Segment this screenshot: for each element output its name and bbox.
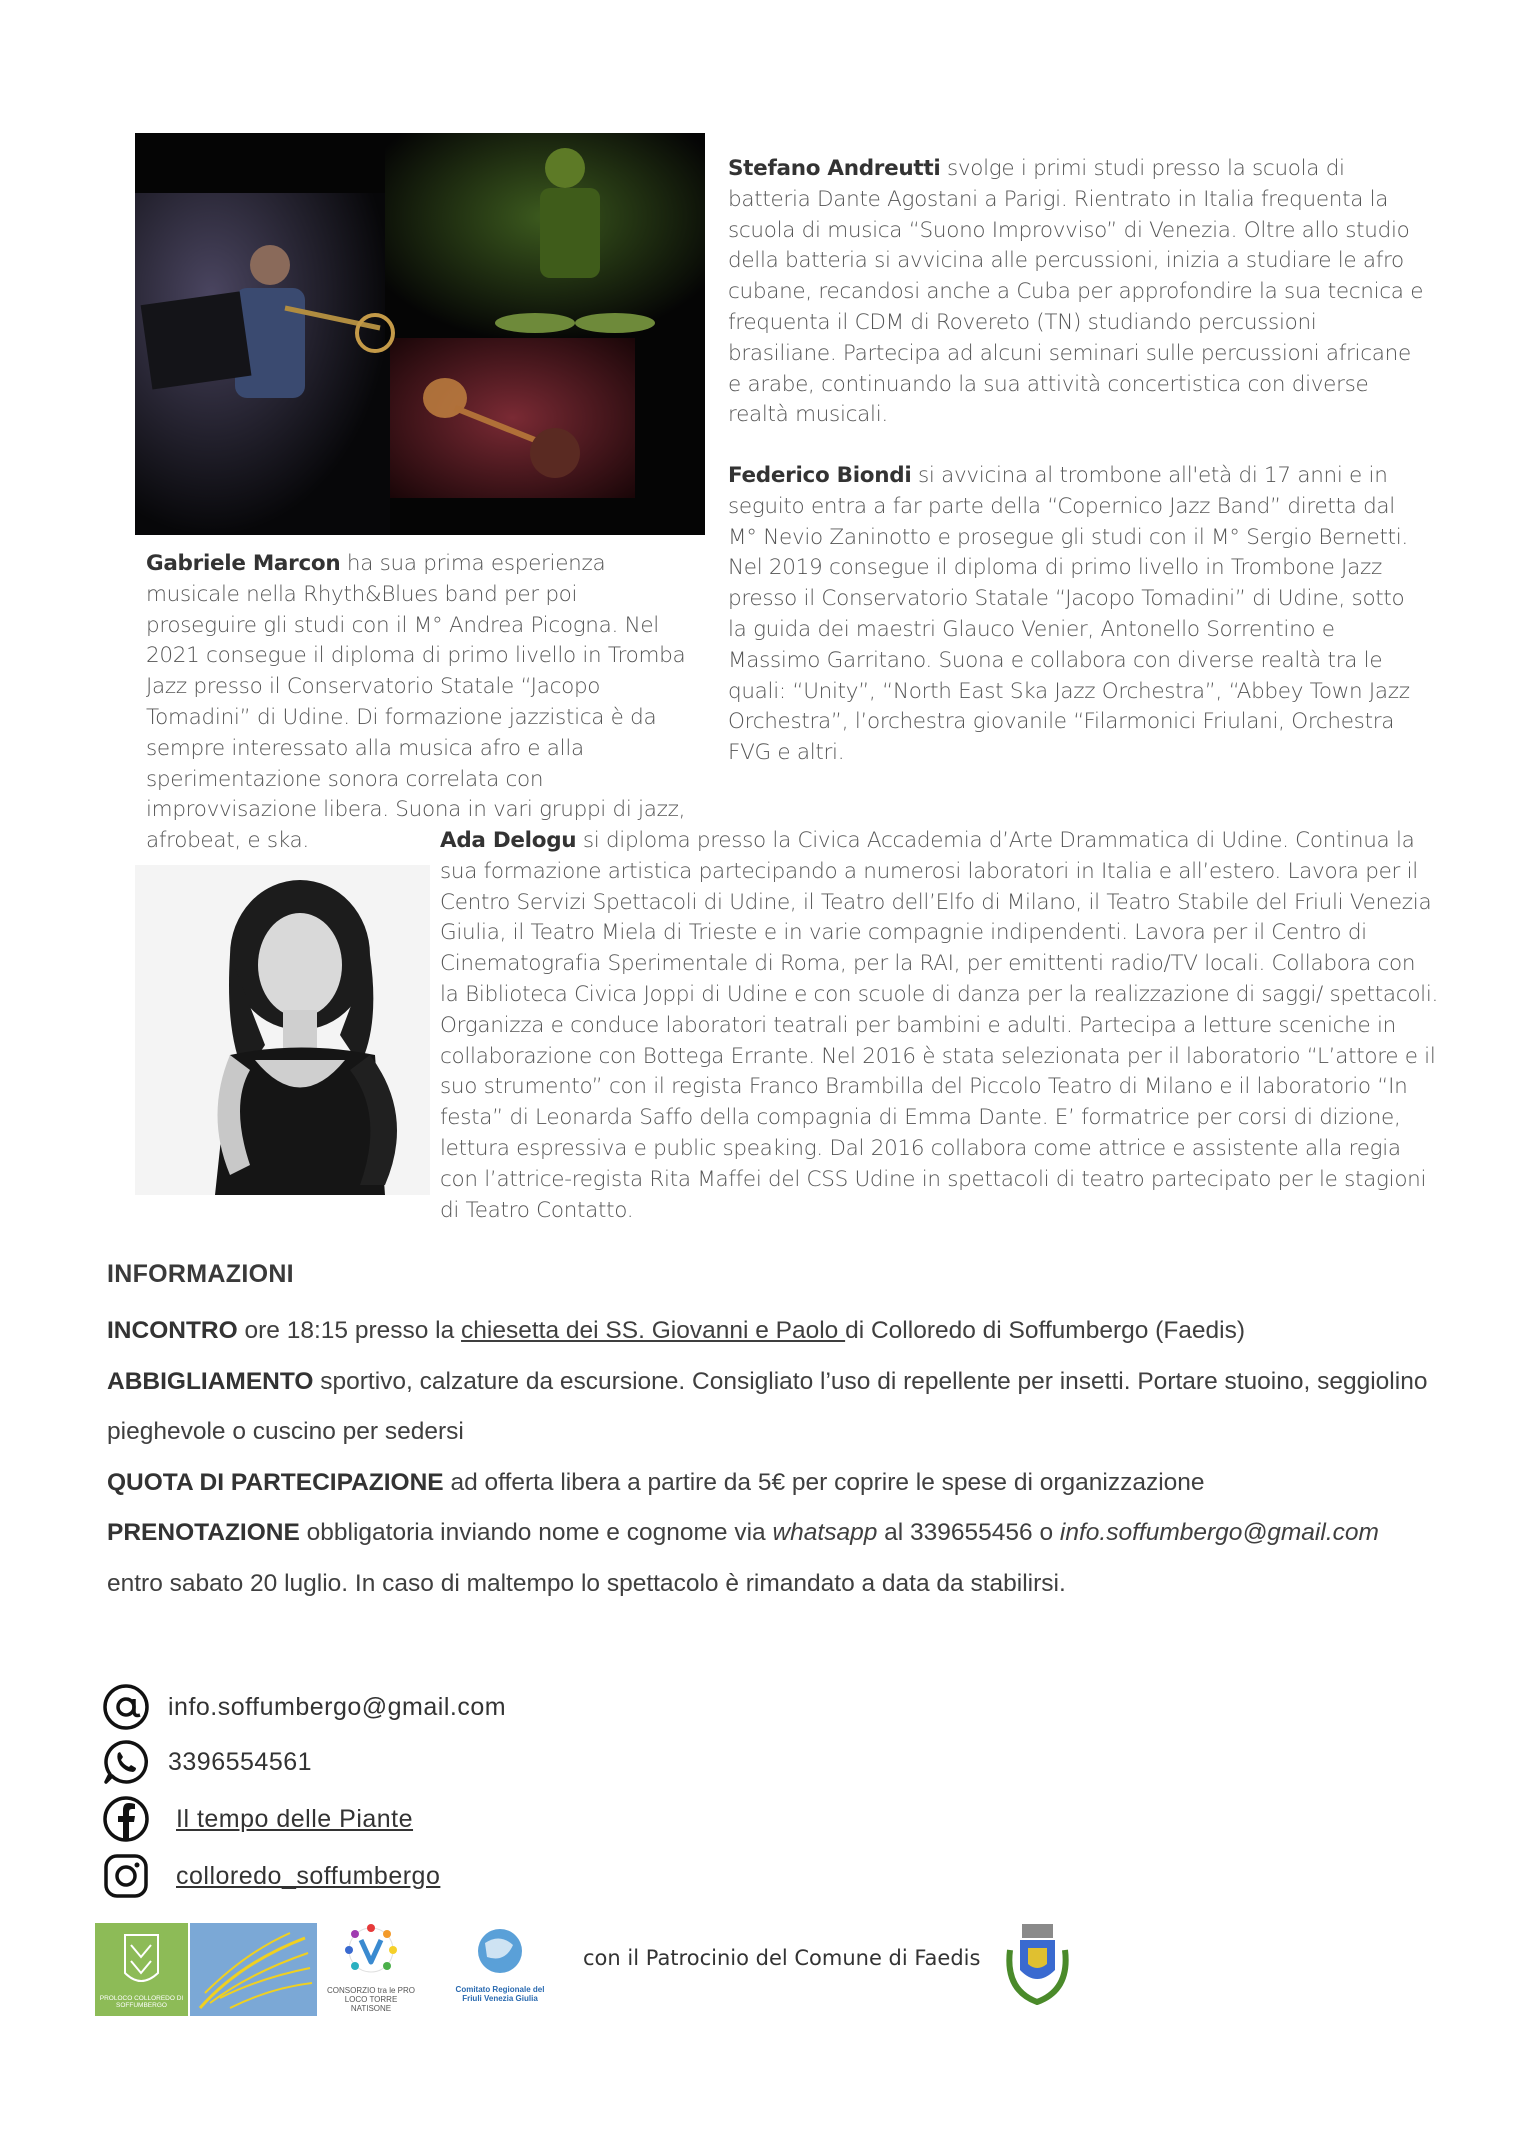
info-block xyxy=(107,1306,1437,1609)
consorzio-logo-icon xyxy=(325,1920,417,1984)
band-photo-image xyxy=(135,133,705,535)
whatsapp-icon xyxy=(102,1738,150,1786)
contact-instagram[interactable] xyxy=(102,1852,440,1900)
at-icon xyxy=(102,1683,150,1731)
bio-name: Gabriele Marcon xyxy=(146,551,341,576)
bio-federico xyxy=(728,461,1428,769)
patronage-text: con il Patrocinio del Comune di Faedis xyxy=(583,1946,981,1970)
feather-icon xyxy=(190,1923,317,2016)
bio-text: svolge i primi studi presso la scuola di batteria Dante Agostani a Parigi. Rientrato in Italia frequenta la scuola di musica “Suono Improvviso” di Venezia. Oltre allo studio della batteria si avvicina alle percussioni, inizia a studiare le afro cubane, recandosi anche a Cuba per approfondire la sua tecnica e frequenta il CDM di Rovereto (TN) studiando percussioni brasiliane. Partecipa ad alcuni seminari sulle percussioni africane e arabe, continuando la sua attività concertistica con diverse realtà musicali. xyxy=(728,156,1424,428)
contact-phone[interactable] xyxy=(102,1738,312,1786)
info-quota: QUOTA DI PARTECIPAZIONE ad offerta libera a partire da 5€ per coprire le spese di organizzazione xyxy=(107,1468,1205,1496)
logo-consorzio-proloco xyxy=(325,1920,417,2020)
bio-ada xyxy=(440,826,1440,1226)
bio-gabriele xyxy=(146,549,686,857)
info-incontro: INCONTRO ore 18:15 presso la chiesetta dei SS. Giovanni e Paolo di Colloredo di Soffumbergo (Faedis) xyxy=(107,1317,1246,1344)
contact-email-text[interactable]: info.soffumbergo@gmail.com xyxy=(168,1692,507,1721)
contact-email[interactable] xyxy=(102,1683,506,1731)
logo-proloco-text: PROLOCO COLLOREDO DI SOFFUMBERGO xyxy=(99,1995,184,2009)
band-photo-collage xyxy=(135,133,705,535)
coat-of-arms-icon xyxy=(1000,1920,1075,2005)
contact-phone-text[interactable]: 3396554561 xyxy=(168,1747,313,1776)
logo-comitato-regionale xyxy=(455,1923,545,2023)
whatsapp-word: whatsapp xyxy=(772,1519,878,1546)
logo-consorzio-text: CONSORZIO tra le PRO LOCO TORRE NATISONE xyxy=(326,1986,415,2013)
bio-text: ha sua prima esperienza musicale nella Rhyth&Blues band per poi proseguire gli studi con il M° Andrea Picogna. Nel 2021 consegue il diploma di primo livello in Tromba Jazz presso il Conservatorio Statale “Jacopo Tomadini” di Udine. Di formazione jazzistica è da sempre interessato alla musica afro e alla sperimentazione sonora correlata con improvvisazione libera. Suona in vari gruppi di jazz, afrobeat, e ska. xyxy=(146,551,686,854)
contact-facebook-text[interactable]: Il tempo delle Piante xyxy=(176,1804,414,1833)
ada-portrait-image xyxy=(135,865,430,1195)
bio-name: Stefano Andreutti xyxy=(728,156,941,181)
info-label: QUOTA DI PARTECIPAZIONE xyxy=(107,1468,444,1496)
contact-facebook[interactable] xyxy=(102,1795,413,1843)
bio-name: Federico Biondi xyxy=(728,463,912,488)
bio-name: Ada Delogu xyxy=(440,828,577,853)
info-prenotazione: PRENOTAZIONE obbligatoria inviando nome e cognome via whatsapp al 339655456 o info.soffumbergo@gmail.com entro sabato 20 luglio. In caso di maltempo lo spettacolo è rimandato a data da stabilirsi. xyxy=(107,1519,1379,1597)
info-label: INCONTRO xyxy=(107,1317,238,1344)
comitato-logo-icon xyxy=(455,1923,545,1983)
location-link[interactable]: chiesetta dei SS. Giovanni e Paolo xyxy=(461,1317,846,1344)
instagram-icon xyxy=(102,1852,150,1900)
logo-feather xyxy=(190,1923,317,2016)
info-section-title: INFORMAZIONI xyxy=(107,1260,294,1288)
bio-text: si avvicina al trombone all'età di 17 anni e in seguito entra a far parte della “Copernico Jazz Band” diretta dal M° Nevio Zaninotto e prosegue gli studi con il M° Sergio Bernetti. Nel 2019 consegue il diploma di primo livello in Trombone Jazz presso il Conservatorio Statale “Jacopo Tomadini” di Udine, sotto la guida dei maestri Glauco Venier, Antonello Sorrentino e Massimo Garritano. Suona e collabora con diverse realtà tra le quali: “Unity”, “North East Ska Jazz Orchestra”, “Abbey Town Jazz Orchestra”, l’orchestra giovanile “Filarmonici Friulani, Orchestra FVG e altri. xyxy=(728,463,1410,766)
info-label: ABBIGLIAMENTO xyxy=(107,1367,314,1395)
info-abbigliamento: ABBIGLIAMENTO sportivo, calzature da escursione. Consigliato l’uso di repellente per insetti. Portare stuoino, seggiolino pieghevole o cuscino per sedersi xyxy=(107,1367,1428,1445)
email-inline[interactable]: info.soffumbergo@gmail.com xyxy=(1059,1519,1379,1546)
facebook-icon xyxy=(102,1795,150,1843)
contact-instagram-text[interactable]: colloredo_soffumbergo xyxy=(176,1861,441,1890)
info-label: PRENOTAZIONE xyxy=(107,1519,300,1546)
ada-portrait xyxy=(135,865,430,1195)
faedis-coat-of-arms xyxy=(1000,1920,1075,2005)
logo-proloco-colloredo xyxy=(95,1923,188,2016)
logo-comitato-text: Comitato Regionale del Friuli Venezia Giulia xyxy=(455,1985,545,2003)
bio-text: si diploma presso la Civica Accademia d’Arte Drammatica di Udine. Continua la sua formazione artistica partecipando a numerosi laboratori in Italia e all’estero. Lavora per il Centro Servizi Spettacoli di Udine, il Teatro dell’Elfo di Milano, il Teatro Stabile del Friuli Venezia Giulia, il Teatro Miela di Trieste e in varie compagnie indipendenti. Lavora per il Centro di Cinematografia Sperimentale di Roma, per la RAI, per emittenti radio/TV locali. Collabora con la Biblioteca Civica Joppi di Udine e con scuole di danza per la realizzazione di saggi/ spettacoli. Organizza e conduce laboratori teatrali per bambini e adulti. Partecipa a letture sceniche in collaborazione con Bottega Errante. Nel 2016 è stata selezionata per il laboratorio “L’attore e il suo strumento” con il regista Franco Brambilla del Piccolo Teatro di Milano e il laboratorio “In festa” di Leonarda Saffo della compagnia di Emma Dante. E’ formatrice per corsi di dizione, lettura espressiva e public speaking. Dal 2016 collabora come attrice e assistente alla regia con l’attrice-regista Rita Maffei del CSS Udine in spettacoli di teatro partecipato per le stagioni di Teatro Contatto. xyxy=(440,828,1439,1223)
bio-stefano xyxy=(728,154,1428,431)
